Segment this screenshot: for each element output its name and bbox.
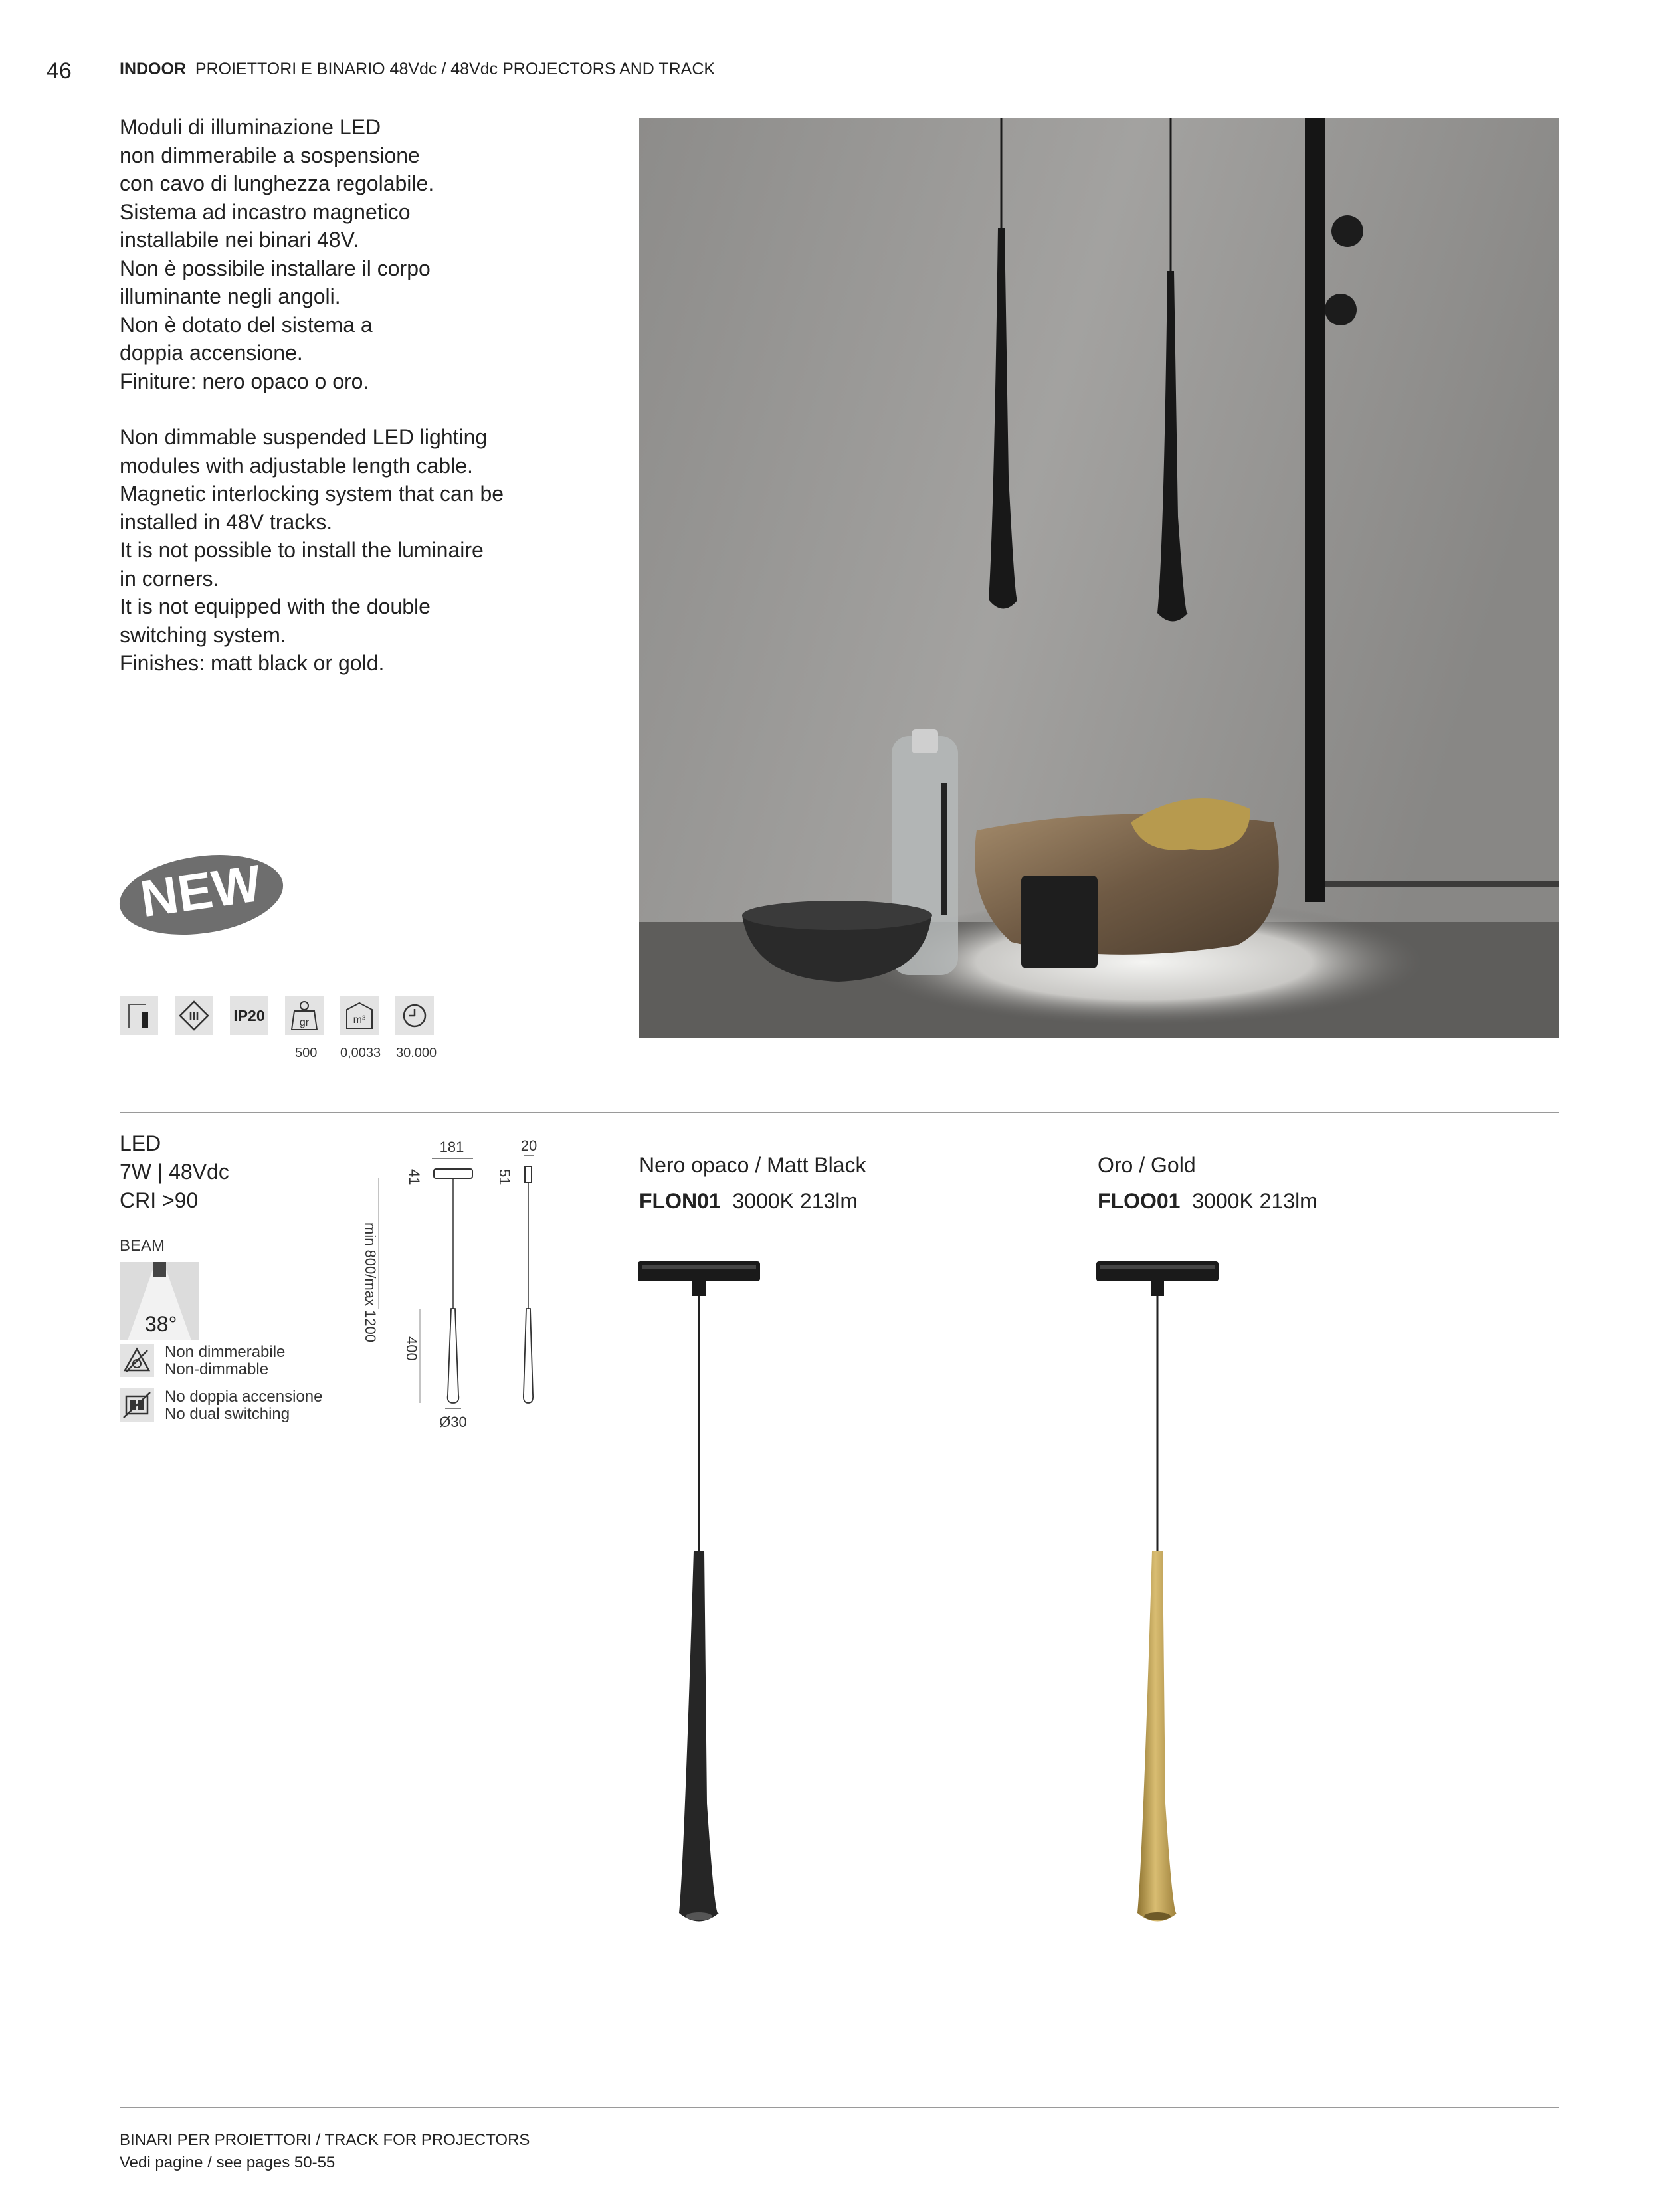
dim-height-left: 41: [406, 1169, 423, 1186]
weight-icon: [285, 996, 324, 1035]
weight-unit-label: gr: [299, 1017, 310, 1028]
volume-value: 0,0033: [340, 1046, 381, 1060]
note-line-it: Non dimmerabile: [165, 1343, 286, 1361]
variant-gold-code-line: [1098, 1189, 1317, 1214]
spec-block: [120, 1129, 229, 1215]
product-photo: [639, 118, 1559, 1038]
dim-body-length: 400: [403, 1336, 420, 1361]
intro-it-line: Finiture: nero opaco o oro.: [120, 369, 369, 393]
header-subtitle: PROIETTORI E BINARIO 48Vdc / 48Vdc PROJECTORS AND TRACK: [195, 60, 716, 78]
variant-black-code-line: [639, 1189, 858, 1214]
intro-it-line: installabile nei binari 48V.: [120, 228, 359, 252]
footer-track-label: BINARI PER PROIETTORI / TRACK FOR PROJECTORS: [120, 2131, 530, 2149]
intro-en-line: switching system.: [120, 622, 286, 647]
lifetime-clock-icon: [395, 996, 434, 1035]
new-badge-label: NEW: [136, 853, 265, 929]
section-divider: [120, 1112, 1559, 1113]
no-dual-switching-icon: [120, 1388, 154, 1422]
note-non-dimmable: [165, 1344, 285, 1378]
non-dimmable-icon: [120, 1344, 154, 1377]
variant-black-title: Nero opaco / Matt Black: [639, 1153, 866, 1177]
beam-label: BEAM: [120, 1237, 165, 1255]
intro-en-line: It is not equipped with the double: [120, 595, 431, 618]
intro-it-line: Non è dotato del sistema a: [120, 312, 373, 337]
page-number: 46: [47, 58, 72, 84]
beam-angle: 38°: [145, 1312, 177, 1336]
dim-height-right: 51: [496, 1169, 513, 1186]
spec-power: 7W | 48Vdc: [120, 1160, 229, 1184]
note-line-en: No dual switching: [165, 1405, 290, 1423]
footer-divider: [120, 2107, 1559, 2108]
header-section: INDOOR: [120, 60, 186, 78]
intro-it-line: con cavo di lunghezza regolabile.: [120, 171, 435, 195]
new-badge: [117, 852, 286, 938]
footer-pages-link[interactable]: Vedi pagine / see pages 50-55: [120, 2154, 336, 2171]
intro-it-line: illuminante negli angoli.: [120, 284, 341, 308]
track-mount-icon: [120, 996, 158, 1035]
variant-gold-code: FLOO01: [1098, 1189, 1181, 1213]
dim-width-top: 181: [439, 1139, 464, 1155]
class-iii-label: III: [189, 1010, 199, 1023]
variant-black-code: FLON01: [639, 1189, 721, 1213]
technical-drawing: [359, 1129, 558, 1435]
dim-cable: min 800/max 1200: [362, 1222, 379, 1342]
lifetime-value: 30.000: [396, 1046, 437, 1060]
intro-it-line: Moduli di illuminazione LED: [120, 115, 381, 139]
intro-it-line: Non è possibile installare il corpo: [120, 256, 431, 280]
class-iii-icon: [175, 996, 213, 1035]
variant-black-image: [636, 1259, 764, 1956]
note-line-en: Non-dimmable: [165, 1360, 269, 1378]
weight-value: 500: [295, 1046, 318, 1060]
intro-en-line: Non dimmable suspended LED lighting: [120, 425, 488, 449]
ip-rating-icon: [230, 996, 268, 1035]
variant-gold-title: Oro / Gold: [1098, 1153, 1196, 1177]
intro-en-line: Magnetic interlocking system that can be: [120, 482, 504, 506]
dim-diameter: Ø30: [439, 1414, 467, 1430]
page-header: [120, 60, 715, 79]
intro-en-line: Finishes: matt black or gold.: [120, 651, 385, 675]
intro-en-line: installed in 48V tracks.: [120, 509, 333, 534]
intro-en-line: It is not possible to install the luminaire: [120, 538, 484, 562]
variant-gold-image: [1095, 1259, 1222, 1956]
ip-rating-label: IP20: [233, 1007, 265, 1024]
intro-it-line: doppia accensione.: [120, 341, 303, 365]
intro-text: [120, 113, 598, 678]
intro-en-line: modules with adjustable length cable.: [120, 453, 473, 478]
variant-black-specs: 3000K 213lm: [732, 1189, 858, 1213]
intro-it-line: Sistema ad incastro magnetico: [120, 199, 411, 224]
intro-it-line: non dimmerabile a sospensione: [120, 143, 420, 167]
note-line-it: No doppia accensione: [165, 1388, 323, 1406]
note-no-dual-switching: [165, 1388, 323, 1423]
volume-icon: [340, 996, 379, 1035]
spec-cri: CRI >90: [120, 1188, 199, 1212]
intro-en-line: in corners.: [120, 566, 219, 591]
volume-unit-label: m³: [353, 1014, 366, 1026]
dim-width-side: 20: [520, 1137, 537, 1154]
footer: [120, 2129, 530, 2174]
spec-source: LED: [120, 1131, 161, 1155]
variant-gold-specs: 3000K 213lm: [1192, 1189, 1317, 1213]
